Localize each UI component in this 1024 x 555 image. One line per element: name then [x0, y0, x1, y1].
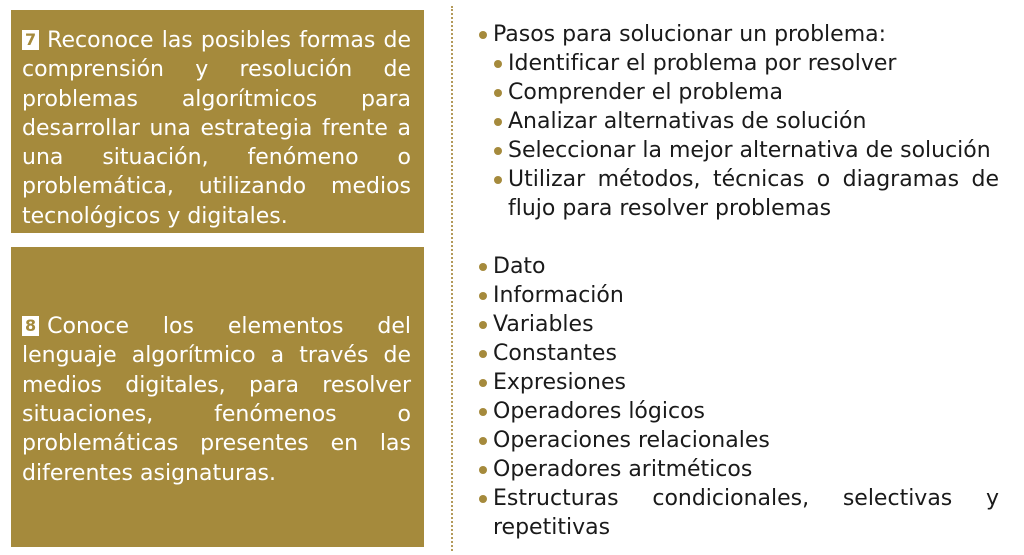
elements-list	[477, 252, 999, 542]
element-item: Estructuras condicionales, selectivas y repetitivas	[477, 484, 999, 542]
steps-heading: Pasos para solucionar un problema:	[477, 20, 999, 49]
dotted-divider	[451, 6, 453, 551]
element-item: Expresiones	[477, 368, 999, 397]
element-item: Dato	[477, 252, 999, 281]
competency-7-number: 7	[22, 30, 39, 50]
competency-8-number: 8	[22, 316, 39, 336]
competency-7-box	[11, 10, 424, 233]
element-item: Operaciones relacionales	[477, 426, 999, 455]
competency-8-text	[22, 312, 411, 488]
element-item: Operadores lógicos	[477, 397, 999, 426]
steps-list	[477, 20, 999, 223]
element-item: Constantes	[477, 339, 999, 368]
step-item: Comprender el problema	[492, 78, 999, 107]
competency-8-box	[11, 247, 424, 547]
step-item: Seleccionar la mejor alternativa de solución	[492, 136, 999, 165]
element-item: Información	[477, 281, 999, 310]
competency-7-description: Reconoce las posibles formas de comprensión y resolución de problemas algorítmicos para desarrollar una estrategia frente a una situación, fenómeno o problemática, utilizando medios tecnológicos y digitales.	[22, 28, 411, 229]
competency-8-description: Conoce los elementos del lenguaje algorítmico a través de medios digitales, para resolver situaciones, fenómenos o problemáticas presentes en las diferentes asignaturas.	[22, 314, 411, 486]
element-item: Operadores aritméticos	[477, 455, 999, 484]
step-item: Identificar el problema por resolver	[492, 49, 999, 78]
competency-7-text	[22, 26, 411, 231]
step-item: Utilizar métodos, técnicas o diagramas de flujo para resolver problemas	[492, 165, 999, 223]
element-item: Variables	[477, 310, 999, 339]
step-item: Analizar alternativas de solución	[492, 107, 999, 136]
